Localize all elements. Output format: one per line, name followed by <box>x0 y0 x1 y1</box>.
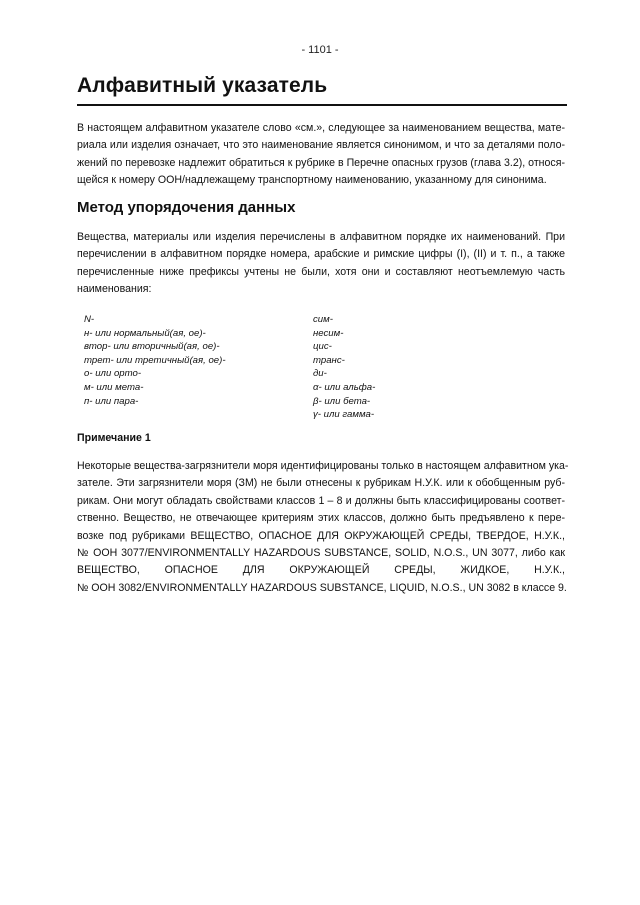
intro-line: жений по перевозке надлежит обратиться к рубрике в Перечне опасных грузов (глава 3.2), относя- <box>77 156 565 169</box>
intro-line: риала или изделия означает, что это наименование является синонимом, и что за деталями поло- <box>77 139 565 152</box>
prefix-item: γ- или гамма- <box>313 409 375 421</box>
prefix-item: транс- <box>313 354 345 366</box>
note-line: зателе. Эти загрязнители моря (ЗМ) не были отнесены к рубрикам Н.У.К. или к обобщенным руб- <box>77 477 565 490</box>
method-line: перечисленные ниже префиксы учтены не были, хотя они и составляют неотъемлемую часть <box>77 265 565 278</box>
prefix-item: п- или пара- <box>84 395 139 407</box>
prefix-item: цис- <box>313 341 332 353</box>
note-line: ВЕЩЕСТВО, ОПАСНОЕ ДЛЯ ОКРУЖАЮЩЕЙ СРЕДЫ, ЖИДКОЕ, Н.У.К., <box>77 564 565 577</box>
method-heading: Метод упорядочения данных <box>77 199 296 216</box>
method-line: перечислении в алфавитном порядке номера, арабские и римские цифры (I), (II) и т. п., а также <box>77 248 565 261</box>
title-underline <box>77 104 567 106</box>
note-line: № ООН 3082/ENVIRONMENTALLY HAZARDOUS SUBSTANCE, LIQUID, N.O.S., UN 3082 в классе 9. <box>77 581 567 594</box>
prefix-item: ди- <box>313 368 327 380</box>
prefix-item: несим- <box>313 327 344 339</box>
note-paragraph <box>77 458 569 597</box>
prefix-item: β- или бета- <box>313 395 371 407</box>
intro-line: В настоящем алфавитном указателе слово «см.», следующее за наименованием вещества, мате- <box>77 122 565 134</box>
prefix-item: трет- или третичный(ая, ое)- <box>84 354 226 366</box>
prefix-item: н- или нормальный(ая, ое)- <box>84 327 206 339</box>
prefix-list-right <box>313 313 375 422</box>
page-title: Алфавитный указатель <box>77 74 328 97</box>
note-line: возке под рубриками ВЕЩЕСТВО, ОПАСНОЕ ДЛЯ ОКРУЖАЮЩЕЙ СРЕДЫ, ТВЕРДОЕ, Н.У.К., <box>77 529 565 542</box>
prefix-item: втор- или вторичный(ая, ое)- <box>84 341 220 353</box>
prefix-list-left <box>84 313 226 408</box>
note-line: Некоторые вещества-загрязнители моря идентифицированы только в настоящем алфавитном ука- <box>77 460 569 472</box>
prefix-item: N- <box>84 314 95 325</box>
note-line: ственно. Вещество, не отвечающее критериям этих классов, должно быть предъявлено к пере- <box>77 512 565 525</box>
method-paragraph <box>77 229 565 299</box>
page-number: - 1101 - <box>301 44 339 56</box>
prefix-item: α- или альфа- <box>313 381 376 393</box>
note-heading: Примечание 1 <box>77 432 151 444</box>
prefix-item: сим- <box>313 314 333 325</box>
intro-paragraph <box>77 120 565 190</box>
prefix-item: м- или мета- <box>84 381 144 393</box>
note-line: № ООН 3077/ENVIRONMENTALLY HAZARDOUS SUBSTANCE, SOLID, N.O.S., UN 3077, либо как <box>77 547 565 560</box>
prefix-item: о- или орто- <box>84 368 142 380</box>
method-line: Вещества, материалы или изделия перечислены в алфавитном порядке их наименований. При <box>77 231 565 243</box>
method-line: наименования: <box>77 283 152 296</box>
note-line: рикам. Они могут обладать свойствами классов 1 – 8 и должны быть классифицированы соответ- <box>77 494 565 507</box>
intro-line: щейся к номеру ООН/надлежащему транспортному наименованию, указанному для синонима. <box>77 174 547 187</box>
